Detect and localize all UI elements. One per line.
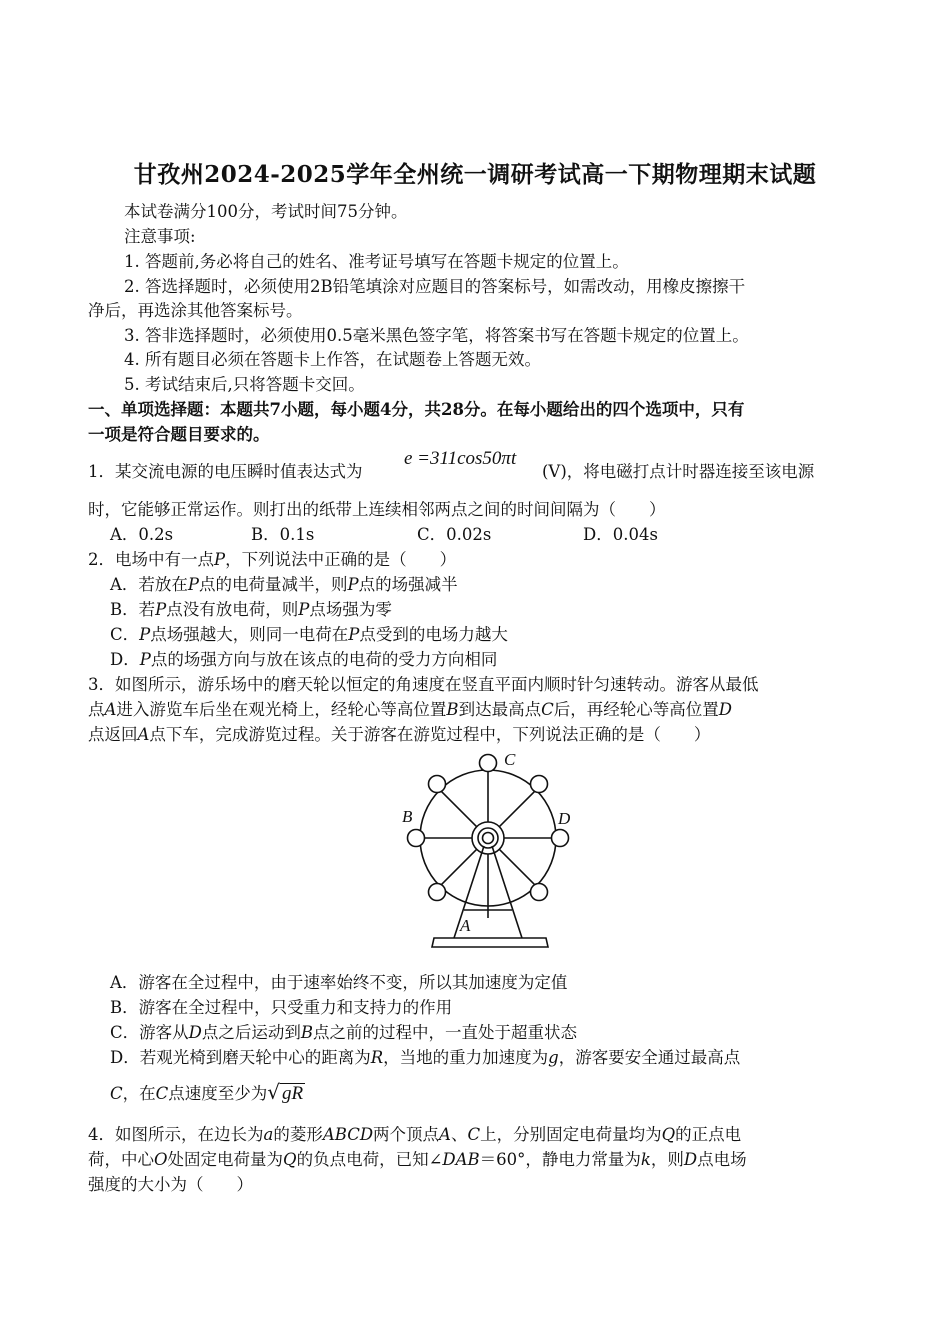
q2-c-4: 点受到的电场力越大 [359,625,508,644]
support-leg-right [492,846,522,938]
label-a: A [460,916,471,935]
q3-l2-2: 进入游览车后坐在观光椅上，经轮心等高位置 [116,700,447,719]
q3-d1-0: D．若观光椅到磨天轮中心的距离为 [110,1048,371,1067]
hub-outer [472,822,504,854]
cabin [531,884,548,901]
q3-l2-4: 到达最高点 [458,700,542,719]
q4-stem-line1 [88,1124,741,1146]
q3-d1-1: R [370,1048,384,1067]
q4-l2-10: 点电场 [697,1150,747,1169]
q2-c-2: 点场强越大，则同一电荷在 [150,625,349,644]
q3-l2-0: 点 [88,700,105,719]
exam-title: 甘孜州2024-2025学年全州统一调研考试高一下期物理期末试题 [133,161,817,188]
q4-l1-8: 上，分别固定电荷量均为 [480,1125,662,1144]
q2-option-c [110,624,508,646]
q2-stem [88,549,456,571]
q3-l3-0: 点返回 [88,725,138,744]
q3-d2-0: C [110,1084,123,1103]
q2-d-0: D． [110,650,140,669]
q4-l1-1: a [263,1125,274,1144]
q3-d2-2: C [155,1084,169,1103]
notice-item-1: 1. 答题前,务必将自己的姓名、准考证号填写在答题卡规定的位置上。 [124,252,629,271]
q3-d2-sqrt: gR [282,1083,304,1104]
q2-b-3: P [298,600,310,619]
label-d: D [558,809,571,828]
q1-stem-line2: 时，它能够正常运作。则打出的纸带上连续相邻两点之间的时间间隔为（ ） [88,500,666,519]
q4-l2-8: ，则 [650,1150,684,1169]
q2-b-4: 点场强为零 [309,600,392,619]
q2-option-a [110,574,458,596]
section-heading-line1: 一、单项选择题：本题共7小题，每小题4分，共28分。在每小题给出的四个选项中，只有 [88,400,745,419]
q1-option-c: C．0.02s [417,525,492,544]
q4-l2-0: 荷，中心 [88,1150,154,1169]
q3-c-2: 点之后运动到 [201,1023,301,1042]
cabin [429,776,446,793]
q2-d-1: P [139,650,151,669]
q2-c-3: P [348,625,360,644]
q3-d2-3: 点速度至少为 [168,1084,268,1103]
notice-item-2b: 净后，再选涂其他答案标号。 [88,301,303,320]
q2-stem-b: ，下列说法中正确的是（ ） [225,550,457,569]
q1-option-b: B．0.1s [251,525,315,544]
q2-a-4: 点的场强减半 [358,575,458,594]
q3-c-3: B [300,1023,313,1042]
q2-b-1: P [155,600,167,619]
q1-formula: e =311cos50πt [404,448,517,469]
q2-c-1: P [139,625,151,644]
q3-option-a: A．游客在全过程中，由于速率始终不变，所以其加速度为定值 [110,973,568,992]
q2-c-0: C． [110,625,140,644]
notice-heading: 注意事项: [124,227,196,246]
q1-stem-part1: 1．某交流电源的电压瞬时值表达式为 [88,462,363,481]
q3-l2-5: C [541,700,554,719]
q3-l3-2: 点下车，完成游览过程。关于游客在游览过程中，下列说法正确的是（ ） [149,725,711,744]
score-time-note: 本试卷满分100分，考试时间75分钟。 [124,202,408,221]
q4-l1-4: 两个顶点 [373,1125,440,1144]
q4-l1-6: 、 [450,1125,468,1144]
cabin [480,755,497,772]
section-heading-line2: 一项是符合题目要求的。 [88,425,270,444]
q3-stem-line3 [88,724,710,746]
q2-stem-a: 2．电场中有一点 [88,550,214,569]
q3-d2-1: ，在 [122,1084,156,1103]
q4-stem-line2 [88,1149,747,1171]
q4-l1-10: 的正点电 [675,1125,742,1144]
q2-a-0: A．若放在 [110,575,188,594]
cabin [429,884,446,901]
q2-a-2: 点的电荷量减半，则 [199,575,348,594]
q3-option-d-line2 [110,1081,305,1105]
q3-c-4: 点之前的过程中，一直处于超重状态 [313,1023,577,1042]
q4-l2-7: k [640,1150,651,1169]
q4-l2-9: D [683,1150,698,1169]
q3-c-1: D [188,1023,202,1042]
q2-d-2: 点的场强方向与放在该点的电荷的受力方向相同 [150,650,498,669]
q4-l2-1: O [154,1150,168,1169]
q4-l1-3: ABCD [322,1125,374,1144]
notice-item-3: 3. 答非选择题时，必须使用0.5毫米黑色签字笔，将答案书写在答题卡规定的位置上。 [124,326,749,345]
q3-option-b: B．游客在全过程中，只受重力和支持力的作用 [110,998,453,1017]
q3-c-0: C．游客从 [110,1023,189,1042]
q3-l2-3: B [446,700,459,719]
q2-b-0: B．若 [110,600,156,619]
q3-l3-1: A [137,725,150,744]
notice-item-4: 4. 所有题目必须在答题卡上作答，在试题卷上答题无效。 [124,350,541,369]
cabin [531,776,548,793]
q4-l2-5: DAB [442,1150,480,1169]
q4-l2-3: Q [283,1150,297,1169]
q2-a-3: P [347,575,359,594]
q2-option-b [110,599,392,621]
q3-option-d-line1 [110,1047,740,1069]
q3-l2-1: A [104,700,117,719]
notice-item-2a: 2. 答选择题时，必须使用2B铅笔填涂对应题目的答案标号，如需改动，用橡皮擦擦干 [124,277,746,296]
q4-l1-2: 的菱形 [273,1125,323,1144]
q3-l2-6: 后，再经轮心等高位置 [553,700,719,719]
q4-stem-line3: 强度的大小为（ ） [88,1175,253,1194]
label-b: B [402,807,413,826]
q4-l1-9: Q [661,1125,676,1144]
q4-l2-4: 的负点电荷，已知∠ [296,1150,443,1169]
sqrt-sign: √ [267,1080,280,1104]
q4-l1-7: C [467,1125,481,1144]
q4-l1-5: A [439,1125,451,1144]
q3-d1-2: ，当地的重力加速度为 [383,1048,549,1067]
q3-d1-3: g [548,1048,559,1067]
cabin [408,830,425,847]
q3-stem-line2 [88,699,732,721]
q1-option-a: A．0.2s [110,525,174,544]
ferris-wheel-figure [380,748,580,956]
cabin [552,830,569,847]
q2-a-1: P [187,575,200,594]
q3-d1-4: ，游客要安全通过最高点 [558,1048,741,1067]
q1-stem-part2: (V)，将电磁打点计时器连接至该电源 [542,462,815,481]
q2-option-d [110,649,497,671]
q4-l1-0: 4．如图所示，在边长为 [88,1125,264,1144]
q2-b-2: 点没有放电荷，则 [166,600,299,619]
q3-stem-line1: 3．如图所示，游乐场中的磨天轮以恒定的角速度在竖直平面内顺时针匀速转动。游客从最低 [88,675,759,694]
q3-l2-7: D [718,700,732,719]
base [432,938,548,947]
q3-option-c [110,1022,577,1044]
q4-l2-2: 处固定电荷量为 [167,1150,284,1169]
q1-option-d: D．0.04s [583,525,658,544]
q4-l2-6: ＝60°，静电力常量为 [479,1150,641,1169]
label-c: C [504,750,516,769]
q2-stem-p: P [214,550,226,569]
notice-item-5: 5. 考试结束后,只将答题卡交回。 [124,375,365,394]
